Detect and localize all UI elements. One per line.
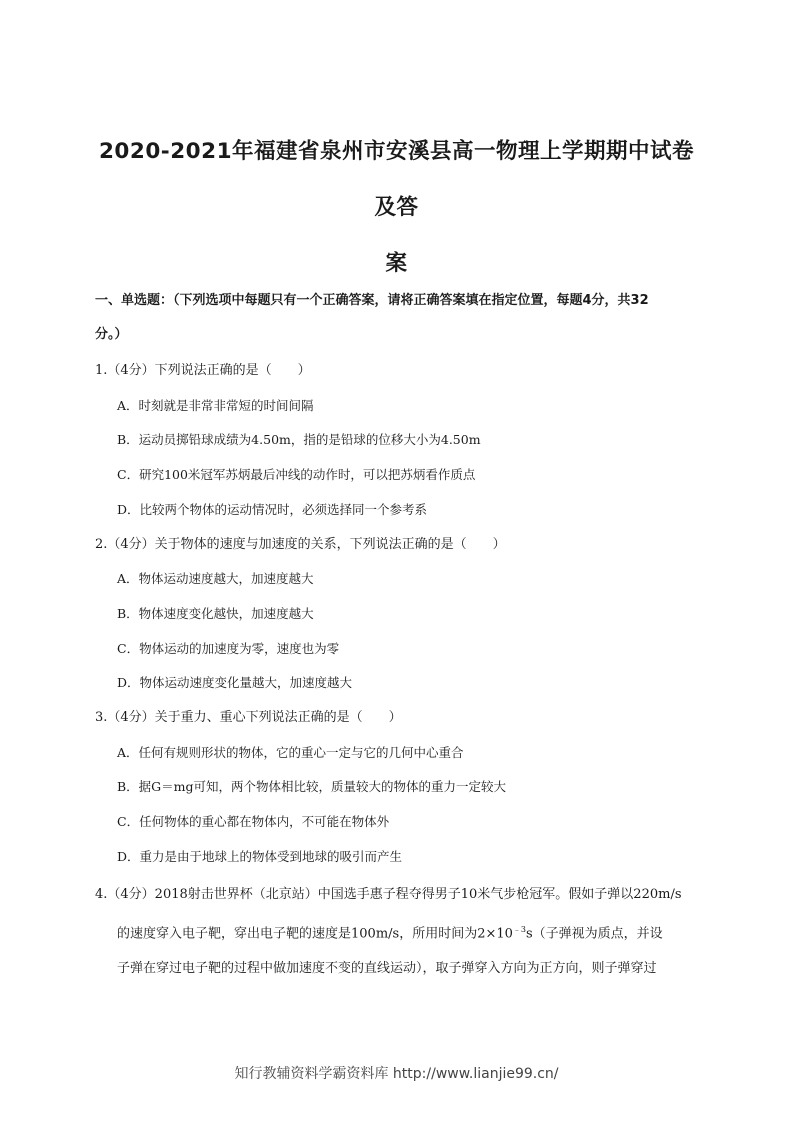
exponent: ﹣3 (512, 925, 526, 934)
question-2-option-d: D．物体运动速度变化量越大，加速度越大 (117, 675, 353, 691)
question-3-option-d: D．重力是由于地球上的物体受到地球的吸引而产生 (117, 848, 403, 864)
question-1-option-a: A．时刻就是非常非常短的时间间隔 (117, 397, 314, 413)
question-2-option-b: B．物体速度变化越快，加速度越大 (117, 605, 314, 621)
section-heading (95, 284, 703, 352)
section-heading-line-2: 分。） (95, 327, 128, 342)
question-1-option-d: D．比较两个物体的运动情况时，必须选择同一个参考系 (117, 501, 428, 517)
title-line-2: 案 (385, 251, 408, 276)
question-3-option-a: A．任何有规则形状的物体，它的重心一定与它的几何中心重合 (117, 744, 464, 760)
question-4-line-2-b: s（子弹视为质点，并设 (526, 926, 663, 942)
question-3-option-c: C．任何物体的重心都在物体内，不可能在物体外 (117, 814, 390, 830)
question-2-option-c: C．物体运动的加速度为零，速度也为零 (117, 640, 340, 656)
question-4-line-2-a: 的速度穿入电子靶，穿出电子靶的速度是100m/s，所用时间为2×10 (117, 926, 513, 942)
question-list (95, 354, 705, 875)
question-4-line-2 (95, 912, 705, 951)
title-line-1: 2020-2021年福建省泉州市安溪县高一物理上学期期中试卷及答 (98, 139, 695, 220)
question-3-stem: 3.（4分）关于重力、重心下列说法正确的是（ ） (95, 710, 402, 726)
question-2-stem: 2.（4分）关于物体的速度与加速度的关系，下列说法正确的是（ ） (95, 536, 506, 552)
question-1-option-c: C．研究100米冠军苏炳最后冲线的动作时，可以把苏炳看作质点 (117, 467, 476, 483)
question-4-line-1: 4.（4分）2018射击世界杯（北京站）中国选手惠子程夺得男子10米气步枪冠军。假如子弹以220m/s (95, 887, 682, 902)
question-2-option-a: A．物体运动速度越大，加速度越大 (117, 571, 314, 587)
footer-watermark: 知行教辅资料学霸资料库 http://www.lianjie99.cn/ (234, 1066, 559, 1082)
question-1-stem: 1.（4分）下列说法正确的是（ ） (95, 363, 311, 378)
question-1-option-b: B．运动员掷铅球成绩为4.50m，指的是铅球的位移大小为4.50m (117, 432, 481, 448)
page-title (90, 124, 703, 292)
question-4-line-3: 子弹在穿过电子靶的过程中做加速度不变的直线运动），取子弹穿入方向为正方向，则子弹穿过 (117, 961, 657, 977)
question-4 (95, 877, 705, 986)
question-3-option-b: B．据G＝mg可知，两个物体相比较，质量较大的物体的重力一定较大 (117, 779, 507, 795)
section-heading-line-1: 一、单选题：（下列选项中每题只有一个正确答案，请将正确答案填在指定位置，每题4分，共32 (95, 293, 649, 308)
